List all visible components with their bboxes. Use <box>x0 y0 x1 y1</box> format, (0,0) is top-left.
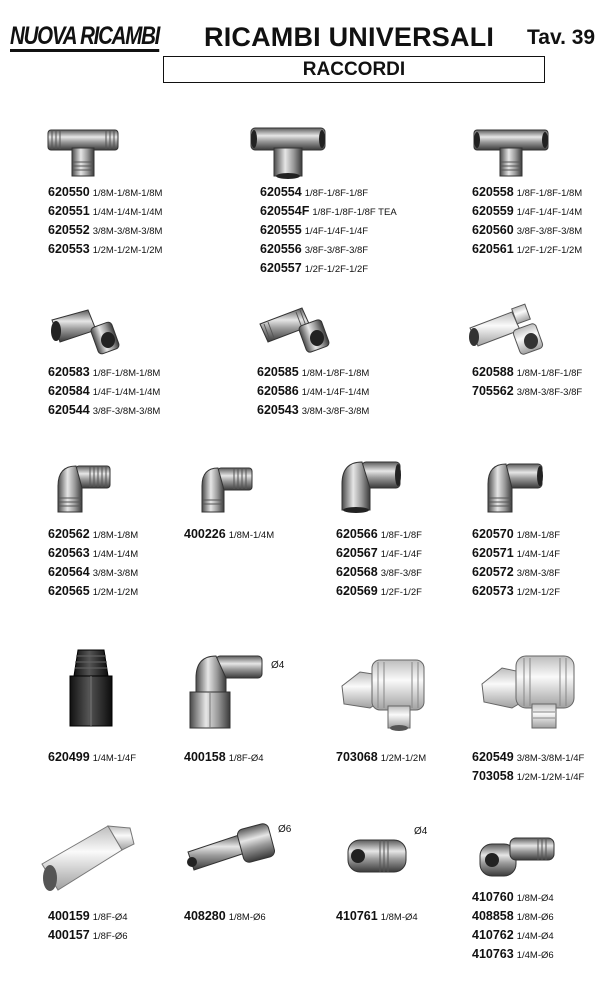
product-spec: 1/8F-Ø4 <box>92 912 128 923</box>
side-tee-fitting-image-2 <box>258 302 332 354</box>
product-row <box>48 204 162 223</box>
product-group-620499 <box>48 750 136 769</box>
product-code: 620570 <box>472 527 514 541</box>
product-code: 620554 <box>260 185 302 199</box>
product-row <box>260 242 397 261</box>
product-spec: 1/8F-1/8F-1/8F <box>304 188 369 199</box>
product-code: 620572 <box>472 565 514 579</box>
product-spec: 3/8F-3/8F-3/8M <box>516 226 583 237</box>
product-spec: 1/8M-1/8F-1/8M <box>301 368 370 379</box>
product-row <box>48 909 128 928</box>
product-row <box>472 223 582 242</box>
product-spec: 3/8M-3/8F-3/8M <box>301 406 370 417</box>
brand-logo: NUOVA RICAMBI <box>10 22 160 50</box>
product-row <box>472 185 582 204</box>
product-code: 620565 <box>48 584 90 598</box>
product-spec: 3/8F-3/8F <box>380 568 422 579</box>
product-row <box>48 384 160 403</box>
product-row <box>48 242 162 261</box>
product-row <box>472 769 584 788</box>
product-group-620583 <box>48 365 160 422</box>
product-spec: 3/8M-3/8F <box>516 568 561 579</box>
product-code: 400157 <box>48 928 90 942</box>
product-row <box>472 384 582 403</box>
product-code: 620558 <box>472 185 514 199</box>
product-spec: 3/8F-3/8M-3/8M <box>92 406 161 417</box>
product-code: 620567 <box>336 546 378 560</box>
product-row <box>336 546 422 565</box>
product-spec: 1/2M-1/2M-1/4F <box>516 772 585 783</box>
product-code: 408858 <box>472 909 514 923</box>
diameter-label: Ø4 <box>414 826 428 837</box>
product-code: 620562 <box>48 527 90 541</box>
tee-mixed-fitting-image <box>472 126 550 178</box>
product-row <box>260 204 397 223</box>
product-spec: 1/8M-1/8F <box>516 530 561 541</box>
product-row <box>48 527 138 546</box>
product-spec: 1/8F-Ø6 <box>92 931 128 942</box>
product-row <box>257 365 369 384</box>
product-group-620549 <box>472 750 584 788</box>
product-spec: 1/4F-1/4M-1/4M <box>92 387 161 398</box>
product-code: 620555 <box>260 223 302 237</box>
product-row <box>48 565 138 584</box>
side-tee-fitting-image <box>48 306 120 356</box>
tee-male-fitting-image <box>46 126 120 178</box>
banjo-fitting-image-2 <box>478 648 578 730</box>
product-spec: 1/2F-1/2F-1/2M <box>516 245 583 256</box>
product-code: 410763 <box>472 947 514 961</box>
product-row <box>48 546 138 565</box>
product-group-400226 <box>184 527 274 546</box>
product-code: 705562 <box>472 384 514 398</box>
product-spec: 3/8F-3/8F-3/8F <box>304 245 369 256</box>
product-code: 620551 <box>48 204 90 218</box>
product-code: 410760 <box>472 890 514 904</box>
product-row <box>336 565 422 584</box>
product-spec: 1/8M-1/8M <box>92 530 139 541</box>
product-row <box>48 750 136 769</box>
section-title: RACCORDI <box>302 59 406 80</box>
product-row <box>472 527 560 546</box>
product-row <box>257 403 369 422</box>
product-row <box>472 242 582 261</box>
product-spec: 1/8M-1/4M <box>228 530 275 541</box>
product-group-620558 <box>472 185 582 261</box>
product-spec: 1/8F-1/8F-1/8F TEA <box>312 207 397 218</box>
product-spec: 1/8M-1/8F-1/8F <box>516 368 583 379</box>
product-spec: 3/8M-3/8F-3/8F <box>516 387 583 398</box>
product-code: 620573 <box>472 584 514 598</box>
product-code: 620566 <box>336 527 378 541</box>
product-group-620588 <box>472 365 582 403</box>
product-spec: 1/4M-1/4F-1/4M <box>301 387 370 398</box>
product-spec: 3/8M-3/8M-1/4F <box>516 753 585 764</box>
product-code: 620583 <box>48 365 90 379</box>
product-spec: 1/4M-1/4M-1/4M <box>92 207 163 218</box>
product-code: 620559 <box>472 204 514 218</box>
product-code: 703058 <box>472 769 514 783</box>
product-spec: 1/2F-1/2F-1/2F <box>304 264 369 275</box>
product-spec: 1/4M-1/4M <box>92 549 139 560</box>
product-code: 400158 <box>184 750 226 764</box>
product-code: 620588 <box>472 365 514 379</box>
page-title: RICAMBI UNIVERSALI <box>204 22 495 52</box>
product-row <box>472 546 560 565</box>
product-group-410760 <box>472 890 554 966</box>
product-spec: 1/4F-1/4F <box>380 549 422 560</box>
product-row <box>472 204 582 223</box>
elbow-female-fitting-image <box>338 458 402 514</box>
product-row <box>472 928 554 947</box>
product-code: 620560 <box>472 223 514 237</box>
product-row <box>472 750 584 769</box>
product-spec: 1/8M-Ø4 <box>380 912 418 923</box>
product-spec: 1/4F-1/4F-1/4M <box>516 207 583 218</box>
product-row <box>336 527 422 546</box>
product-spec: 1/8M-Ø4 <box>516 893 554 904</box>
product-code: 703068 <box>336 750 378 764</box>
product-spec: 3/8M-3/8M <box>92 568 139 579</box>
product-spec: 1/4M-Ø4 <box>516 931 554 942</box>
product-spec: 3/8M-3/8M-3/8M <box>92 226 163 237</box>
product-row <box>184 909 266 928</box>
product-code: 620569 <box>336 584 378 598</box>
straight-push-fitting-image-2 <box>182 822 278 878</box>
product-spec: 1/2M-1/2F <box>516 587 561 598</box>
product-group-620562 <box>48 527 138 603</box>
product-code: 620553 <box>48 242 90 256</box>
product-group-408280 <box>184 909 266 928</box>
product-code: 400159 <box>48 909 90 923</box>
product-code: 620549 <box>472 750 514 764</box>
product-code: 620543 <box>257 403 299 417</box>
product-group-620550 <box>48 185 162 261</box>
product-row <box>184 527 274 546</box>
product-code: 620557 <box>260 261 302 275</box>
straight-push-fitting-image <box>38 820 138 898</box>
black-adapter-image <box>64 646 118 728</box>
product-code: 620564 <box>48 565 90 579</box>
product-code: 620585 <box>257 365 299 379</box>
product-code: 400226 <box>184 527 226 541</box>
product-code: 620586 <box>257 384 299 398</box>
product-spec: 1/4M-1/4F <box>516 549 561 560</box>
product-spec: 1/8F-1/8F-1/8M <box>516 188 583 199</box>
diameter-label: Ø4 <box>271 660 285 671</box>
product-row <box>336 584 422 603</box>
product-code: 620556 <box>260 242 302 256</box>
product-row <box>260 223 397 242</box>
product-group-620566 <box>336 527 422 603</box>
product-code: 620584 <box>48 384 90 398</box>
product-code: 620563 <box>48 546 90 560</box>
tee-female-fitting-image <box>249 124 327 180</box>
product-code: 620550 <box>48 185 90 199</box>
product-spec: 1/8F-1/8F <box>380 530 422 541</box>
product-code: 620552 <box>48 223 90 237</box>
product-row <box>257 384 369 403</box>
product-group-410761 <box>336 909 418 928</box>
elbow-push-fitting-image <box>186 652 266 730</box>
product-row <box>48 223 162 242</box>
elbow-reducer-fitting-image <box>198 464 254 514</box>
product-spec: 1/2M-1/2M <box>380 753 427 764</box>
product-spec: 1/2M-1/2M-1/2M <box>92 245 163 256</box>
section-box <box>163 56 545 83</box>
product-code: 620544 <box>48 403 90 417</box>
product-row <box>48 403 160 422</box>
elbow-male-fitting-image <box>54 462 112 514</box>
product-row <box>472 947 554 966</box>
product-spec: 1/8M-Ø6 <box>516 912 554 923</box>
banjo-fitting-image <box>336 650 428 732</box>
product-spec: 1/8M-1/8M-1/8M <box>92 188 163 199</box>
product-row <box>260 185 397 204</box>
product-group-620554 <box>260 185 397 280</box>
product-spec: 1/8M-Ø6 <box>228 912 266 923</box>
product-code: 620561 <box>472 242 514 256</box>
product-group-703068 <box>336 750 426 769</box>
product-spec: 1/4M-Ø6 <box>516 950 554 961</box>
product-spec: 1/8F-1/8M-1/8M <box>92 368 161 379</box>
elbow-push-fitting-image-2 <box>476 832 558 884</box>
product-spec: 1/8F-Ø4 <box>228 753 264 764</box>
product-row <box>48 928 128 947</box>
product-code: 408280 <box>184 909 226 923</box>
product-row <box>48 365 160 384</box>
product-group-400159 <box>48 909 128 947</box>
product-group-620585 <box>257 365 369 422</box>
product-row <box>336 750 426 769</box>
diameter-label: Ø6 <box>278 824 292 835</box>
product-row <box>48 584 138 603</box>
product-row <box>48 185 162 204</box>
table-number: Tav. 39 <box>527 26 596 49</box>
product-code: 410762 <box>472 928 514 942</box>
light-tee-fitting-image <box>466 302 546 356</box>
product-spec: 1/4F-1/4F-1/4F <box>304 226 369 237</box>
product-code: 620568 <box>336 565 378 579</box>
product-row <box>260 261 397 280</box>
product-row <box>472 565 560 584</box>
product-code: 620571 <box>472 546 514 560</box>
product-row <box>336 909 418 928</box>
product-spec: 1/2M-1/2M <box>92 587 139 598</box>
product-code: 620499 <box>48 750 90 764</box>
male-push-fitting-image <box>344 830 410 878</box>
product-code: 410761 <box>336 909 378 923</box>
product-row <box>472 890 554 909</box>
product-code: 620554F <box>260 204 310 218</box>
product-group-400158 <box>184 750 264 769</box>
product-row <box>472 909 554 928</box>
product-row <box>184 750 264 769</box>
product-spec: 1/2F-1/2F <box>380 587 422 598</box>
product-row <box>472 584 560 603</box>
product-spec: 1/4M-1/4F <box>92 753 137 764</box>
product-group-620570 <box>472 527 560 603</box>
product-row <box>472 365 582 384</box>
elbow-male-female-fitting-image <box>484 460 544 514</box>
